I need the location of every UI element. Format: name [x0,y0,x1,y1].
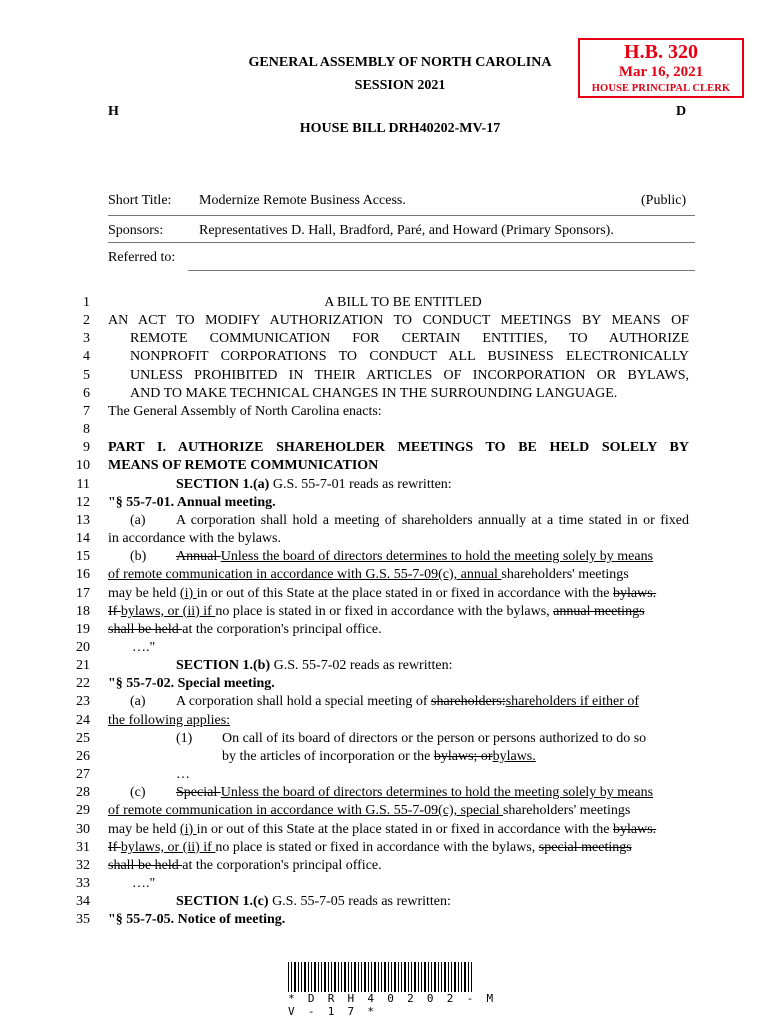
session-heading: SESSION 2021 [354,78,446,93]
line-number: 23 [76,694,90,710]
inserted-text: shareholders if either of [505,694,640,710]
assembly-heading: GENERAL ASSEMBLY OF NORTH CAROLINA [248,55,552,70]
barcode-bar [371,962,372,992]
line-number: 18 [76,603,90,619]
public-label: (Public) [641,193,687,208]
line [60,385,700,403]
line-number: 12 [76,494,90,510]
barcode-bar [314,962,316,992]
act-title-line: AN ACT TO MODIFY AUTHORIZATION TO CONDUCT MEETINGS BY MEANS OF [108,313,689,329]
line-number: 31 [76,839,90,855]
inserted-text: bylaws, or (ii) if [120,839,216,855]
line-number: 16 [76,567,90,583]
deleted-text: bylaws; or [433,748,493,764]
ellipsis: … [176,767,190,783]
barcode-text: * D R H 4 0 2 0 2 - M V - 1 7 * [288,992,497,1018]
inserted-text: bylaws, or (ii) if [120,603,216,619]
statute-text: in accordance with the bylaws. [108,531,281,547]
barcode-bar [301,962,302,992]
bill-title: HOUSE BILL DRH40202-MV-17 [299,121,501,136]
statute-text: A corporation shall hold a special meeting of [176,694,432,710]
line [60,530,700,548]
act-title-line: AND TO MAKE TECHNICAL CHANGES IN THE SURROUNDING LANGUAGE. [130,385,618,401]
inserted-text: Unless the board of directors determines to hold the meeting solely by means [220,785,654,801]
line [60,476,700,494]
subsection-label: (a) [130,512,146,528]
section-label: SECTION 1.(c) [176,894,269,910]
line [60,911,700,929]
barcode-bar [471,962,472,992]
ellipsis: …." [132,639,156,655]
deleted-text: shall be held [108,857,183,873]
deleted-text: bylaws. [613,585,657,601]
barcode-bar [398,962,399,992]
deleted-text: If [108,603,121,619]
barcode-bar [438,962,439,992]
subsection-label: (c) [130,785,146,801]
statute-text: at the corporation's principal office. [182,857,382,873]
statute-heading: "§ 55-7-02. Special meeting. [108,676,275,692]
barcode-bar [368,962,369,992]
section-label: SECTION 1.(b) [176,658,271,674]
barcode-bar [401,962,402,992]
barcode-bar [288,962,289,992]
barcode-bar [351,962,352,992]
line [60,330,700,348]
inserted-text: (i) [179,585,197,601]
line-number: 13 [76,512,90,528]
line-number: 25 [76,730,90,746]
barcode-bar [308,962,309,992]
statute-text: no place is stated in or fixed in accordance with the bylaws, [215,603,554,619]
barcode-bar [304,962,306,992]
inserted-text: Unless the board of directors determines to hold the meeting solely by means [220,549,654,565]
line-number: 28 [76,785,90,801]
line [60,439,700,457]
barcode-bar [354,962,356,992]
barcode-bar [378,962,379,992]
referred-label: Referred to: [108,250,176,265]
line [60,802,700,820]
statute-text: may be held [108,821,180,837]
inserted-text: of remote communication in accordance with G.S. 55-7-09(c), annual [108,567,502,583]
barcode-bar [291,962,292,992]
barcode-bar [294,962,296,992]
statute-text: On call of its board of directors or the person or persons authorized to do so [222,730,647,746]
ellipsis: …." [132,876,156,891]
part-heading: PART I. AUTHORIZE SHAREHOLDER MEETINGS TO BE HELD SOLELY BY [108,440,689,456]
line-number: 7 [83,403,90,419]
line-number: 1 [83,295,90,310]
draft-letter: D [676,104,687,119]
line-number: 22 [76,676,90,692]
barcode-bar [451,962,452,992]
inserted-text: (i) [179,821,197,837]
barcode-bar [434,962,436,992]
section-label: SECTION 1.(a) [176,476,270,492]
line [60,403,700,421]
line-number: 35 [76,912,90,928]
barcode-bar [404,962,406,992]
line-number: 20 [76,639,90,655]
barcode-bar [344,962,346,992]
barcode-bar [468,962,469,992]
barcode-bar [444,962,446,992]
line-number: 2 [83,313,90,329]
line [60,821,700,839]
rule [188,270,695,271]
barcode-bar [454,962,456,992]
statute-text: no place is stated or fixed in accordance with the bylaws, [215,839,539,855]
line-number: 34 [76,894,90,910]
line-number: 19 [76,621,90,637]
line [60,294,700,312]
line [60,512,700,530]
line-number: 17 [76,585,90,601]
statute-text: at the corporation's principal office. [182,621,382,637]
barcode-bar [328,962,329,992]
deleted-text: shall be held [108,621,183,637]
line [60,457,700,475]
line [60,712,700,730]
barcode-bar [458,962,459,992]
barcode-bar [411,962,412,992]
statute-text: shareholders' meetings [501,567,629,583]
line-number: 29 [76,803,90,819]
line-number: 15 [76,549,90,565]
barcode-bar [324,962,326,992]
sponsors-value: Representatives D. Hall, Bradford, Paré, and Howard (Primary Sponsors). [199,223,614,238]
barcode-bar [311,962,312,992]
barcode-bar [374,962,376,992]
line-number: 5 [83,367,90,383]
part-heading: MEANS OF REMOTE COMMUNICATION [108,458,379,474]
act-title-line: REMOTE COMMUNICATION FOR CERTAIN ENTITIES, TO AUTHORIZE [130,331,689,347]
line-number: 27 [76,767,90,783]
statute-heading: "§ 55-7-05. Notice of meeting. [108,912,286,928]
bill-entitled: A BILL TO BE ENTITLED [324,295,482,310]
line [60,585,700,603]
rule [108,215,695,216]
barcode-icon [288,962,476,992]
line [60,548,700,566]
barcode-bar [318,962,319,992]
deleted-text: annual meetings [553,603,645,619]
barcode-bar [364,962,366,992]
barcode-bar [464,962,466,992]
barcode-bar [394,962,396,992]
deleted-text: bylaws. [613,821,657,837]
act-title-line: NONPROFIT CORPORATIONS TO CONDUCT ALL BUSINESS ELECTRONICALLY [130,349,689,365]
line [60,367,700,385]
enacting-clause: The General Assembly of North Carolina enacts: [108,403,382,419]
subsection-label: (a) [130,694,146,710]
line [60,421,700,439]
line [60,312,700,330]
sponsors-label: Sponsors: [108,223,164,238]
line [60,693,700,711]
barcode-bar [461,962,462,992]
line-number: 30 [76,821,90,837]
barcode-bar [361,962,362,992]
statute-text: shareholders' meetings [502,803,631,819]
subsection-label: (b) [130,549,147,565]
statute-heading: "§ 55-7-01. Annual meeting. [108,494,276,510]
statute-text: may be held [108,585,180,601]
chamber-letter: H [108,104,119,119]
barcode-bar [441,962,442,992]
line [60,875,700,893]
line [60,857,700,875]
line [60,730,700,748]
barcode-bar [391,962,392,992]
short-title-label: Short Title: [108,193,172,208]
section-text: G.S. 55-7-01 reads as rewritten: [269,476,452,492]
line-number: 24 [76,712,90,728]
barcode-bar [348,962,349,992]
deleted-text: Annual [176,549,221,565]
line-number: 9 [83,440,90,456]
line [60,566,700,584]
deleted-text: shareholders: [431,694,506,710]
line-number: 11 [76,476,90,492]
clerk-stamp [578,38,744,98]
line-number: 32 [76,857,90,873]
line-number: 26 [76,748,90,764]
line-number: 14 [76,531,90,547]
line-number: 4 [83,349,90,365]
line [60,893,700,911]
short-title-value: Modernize Remote Business Access. [199,193,406,208]
inserted-text: the following applies: [108,712,231,728]
line [60,657,700,675]
line [60,784,700,802]
barcode-bar [334,962,336,992]
barcode-bar [384,962,386,992]
barcode-bar [414,962,416,992]
line-number: 8 [83,422,90,438]
barcode-bar [388,962,389,992]
line-number: 33 [76,876,90,891]
barcode-bar [298,962,299,992]
bill-body [60,294,700,929]
barcode-bar [408,962,409,992]
barcode-bar [331,962,332,992]
line [60,675,700,693]
line [60,621,700,639]
barcode-bar [418,962,419,992]
stamp-clerk: HOUSE PRINCIPAL CLERK [591,83,731,94]
barcode-bar [341,962,342,992]
line [60,766,700,784]
barcode-bar [448,962,449,992]
line [60,748,700,766]
statute-text: in or out of this State at the place stated in or fixed in accordance with the [196,585,614,601]
line [60,603,700,621]
stamp-bill-number: H.B. 320 [624,41,698,63]
barcode-bar [381,962,382,992]
line [60,494,700,512]
barcode-bar [431,962,432,992]
line-number: 3 [83,331,90,347]
line [60,639,700,657]
statute-text: in or out of this State at the place stated in or fixed in accordance with the [196,821,614,837]
inserted-text: of remote communication in accordance with G.S. 55-7-09(c), special [108,803,503,819]
item-label: (1) [176,730,193,746]
deleted-text: Special [176,785,221,801]
barcode-bar [338,962,339,992]
line-number: 21 [76,658,90,674]
line-number: 10 [76,458,90,474]
barcode-bar [358,962,359,992]
line-number: 6 [83,385,90,401]
inserted-text: bylaws. [492,748,536,764]
act-title-line: UNLESS PROHIBITED IN THEIR ARTICLES OF INCORPORATION OR BYLAWS, [130,367,689,383]
barcode-bar [421,962,422,992]
line [60,348,700,366]
statute-text: by the articles of incorporation or the [222,748,434,764]
barcode-bar [424,962,426,992]
barcode-bar [321,962,322,992]
rule [108,242,695,243]
statute-text: A corporation shall hold a meeting of shareholders annually at a time stated in or fixed [176,512,689,528]
line [60,839,700,857]
stamp-date: Mar 16, 2021 [618,64,704,80]
section-text: G.S. 55-7-05 reads as rewritten: [268,894,451,910]
deleted-text: special meetings [538,839,632,855]
deleted-text: If [108,839,121,855]
barcode-bar [428,962,429,992]
section-text: G.S. 55-7-02 reads as rewritten: [270,658,453,674]
